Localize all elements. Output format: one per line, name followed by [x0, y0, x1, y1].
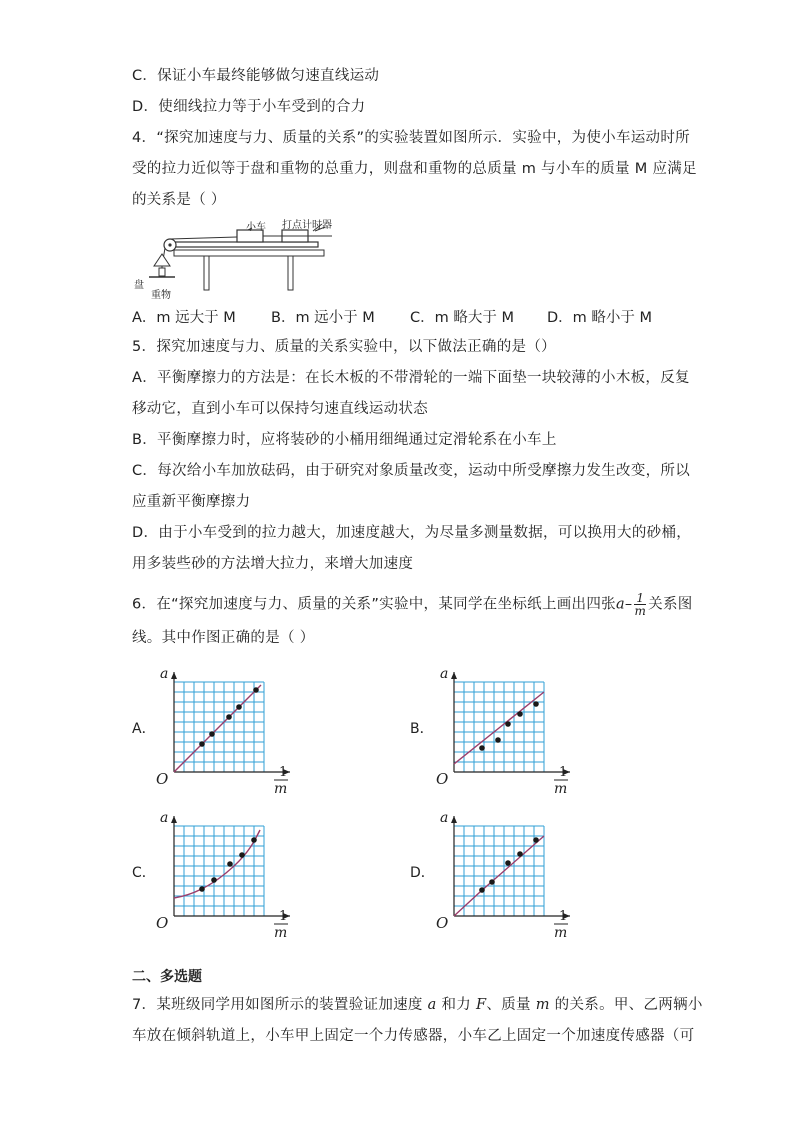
q7-var-a: a — [427, 997, 437, 1013]
q5-option-d-line2: 用多装些砂的方法增大拉力，来增大加速度 — [132, 556, 414, 572]
x-axis-label-numerator: 1 — [279, 765, 288, 780]
q6-var-a: a — [615, 596, 625, 613]
q6-stem-line1 — [132, 592, 693, 617]
q5-option-b: B．平衡摩擦力时，应将装砂的小桶用细绳通过定滑轮系在小车上 — [132, 432, 557, 448]
q7-text-1: 7．某班级同学用如图所示的装置验证加速度 — [132, 997, 428, 1013]
apparatus-timer-label: 打点计时器 — [282, 220, 332, 231]
q6-stem-line2: 线。其中作图正确的是（ ） — [132, 630, 315, 646]
q3-option-c: C．保证小车最终能够做匀速直线运动 — [132, 68, 380, 84]
y-axis-label: a — [160, 810, 169, 826]
fit-curve — [174, 830, 260, 898]
data-point — [211, 877, 217, 883]
fit-line — [454, 692, 544, 764]
data-point — [505, 721, 511, 727]
data-point — [236, 704, 242, 710]
q4-option-b: B．m 远小于 M — [271, 310, 375, 326]
data-point — [226, 714, 232, 720]
graph-a — [150, 660, 300, 796]
y-axis-label: a — [440, 810, 449, 826]
x-axis-label-denominator: m — [274, 925, 288, 940]
origin-label: O — [436, 914, 449, 932]
apparatus-weight-label: 重物 — [151, 290, 171, 301]
data-point — [199, 741, 205, 747]
q4-option-d: D．m 略小于 M — [547, 310, 653, 326]
q6-stem-tail: 关系图 — [648, 596, 693, 613]
q4-option-c: C．m 略大于 M — [410, 310, 514, 326]
q7-var-f: F — [476, 997, 487, 1013]
data-point — [199, 886, 205, 892]
data-point — [533, 701, 539, 707]
q7-stem-line2: 车放在倾斜轨道上，小车甲上固定一个力传感器，小车乙上固定一个加速度传感器（可 — [132, 1028, 695, 1044]
y-axis-arrow-icon — [171, 816, 177, 823]
data-point — [479, 887, 485, 893]
data-point — [209, 731, 215, 737]
q4-option-a: A．m 远大于 M — [132, 310, 236, 326]
y-axis-label: a — [440, 666, 449, 682]
data-point — [517, 851, 523, 857]
q7-text-3: 、质量 — [486, 997, 536, 1013]
graph-label-c: C． — [132, 865, 156, 881]
data-point — [517, 711, 523, 717]
data-point — [239, 852, 245, 858]
x-axis-label-denominator: m — [554, 925, 568, 940]
data-point — [489, 879, 495, 885]
q7-stem-line1 — [132, 995, 703, 1015]
origin-label: O — [156, 914, 169, 932]
q5-option-d-line1: D．由于小车受到的拉力越大，加速度越大，为尽量多测量数据，可以换用大的砂桶， — [132, 525, 692, 541]
q3-option-d: D．使细线拉力等于小车受到的合力 — [132, 99, 366, 115]
graph-d — [430, 804, 580, 940]
x-axis-label-denominator: m — [554, 781, 568, 796]
graph-b — [430, 660, 580, 796]
q7-var-m: m — [535, 997, 550, 1013]
graph-label-d: D． — [410, 865, 435, 881]
q6-fraction — [634, 592, 646, 617]
q7-text-2: 和力 — [436, 997, 477, 1013]
q6-dash: – — [624, 596, 633, 613]
data-point — [227, 861, 233, 867]
q5-option-c-line2: 应重新平衡摩擦力 — [132, 494, 251, 510]
q4-stem-line1: 4．“探究加速度与力、质量的关系”的实验装置如图所示．实验中，为使小车运动时所 — [132, 130, 690, 146]
q5-option-a-line1: A．平衡摩擦力的方法是：在长木板的不带滑轮的一端下面垫一块较薄的小木板，反复 — [132, 370, 690, 386]
q6-fraction-numerator: 1 — [636, 591, 645, 605]
q6-stem-text: 6．在“探究加速度与力、质量的关系”实验中，某同学在坐标纸上画出四张 — [132, 596, 616, 613]
graph-label-b: B． — [410, 721, 434, 737]
graph-c — [150, 804, 300, 940]
data-point — [505, 860, 511, 866]
data-point — [251, 837, 257, 843]
x-axis-label-numerator: 1 — [559, 909, 568, 924]
data-point — [495, 737, 501, 743]
x-axis-label-numerator: 1 — [559, 765, 568, 780]
q6-fraction-denominator: m — [634, 604, 647, 618]
origin-label: O — [436, 770, 449, 788]
q4-stem-line3: 的关系是（ ） — [132, 192, 226, 208]
graph-label-a: A． — [132, 721, 156, 737]
x-axis-label-denominator: m — [274, 781, 288, 796]
q5-option-c-line1: C．每次给小车加放砝码，由于研究对象质量改变，运动中所受摩擦力发生改变，所以 — [132, 463, 691, 479]
x-axis-label-numerator: 1 — [279, 909, 288, 924]
y-axis-arrow-icon — [451, 816, 457, 823]
q7-text-4: 的关系。甲、乙两辆小 — [549, 997, 703, 1013]
fit-line — [174, 685, 261, 772]
section-heading-multiple-choice: 二、多选题 — [132, 969, 202, 985]
origin-label: O — [156, 770, 169, 788]
y-axis-label: a — [160, 666, 169, 682]
y-axis-arrow-icon — [451, 672, 457, 679]
y-axis-arrow-icon — [171, 672, 177, 679]
data-point — [253, 687, 259, 693]
q4-stem-line2: 受的拉力近似等于盘和重物的总重力，则盘和重物的总质量 m 与小车的质量 M 应满足 — [132, 161, 697, 177]
q5-option-a-line2: 移动它，直到小车可以保持匀速直线运动状态 — [132, 401, 428, 417]
apparatus-tray-label: 盘 — [134, 280, 144, 291]
data-point — [533, 837, 539, 843]
q5-stem: 5．探究加速度与力、质量的关系实验中，以下做法正确的是（） — [132, 339, 556, 355]
apparatus-car-label: 小车 — [246, 222, 266, 233]
data-point — [479, 745, 485, 751]
